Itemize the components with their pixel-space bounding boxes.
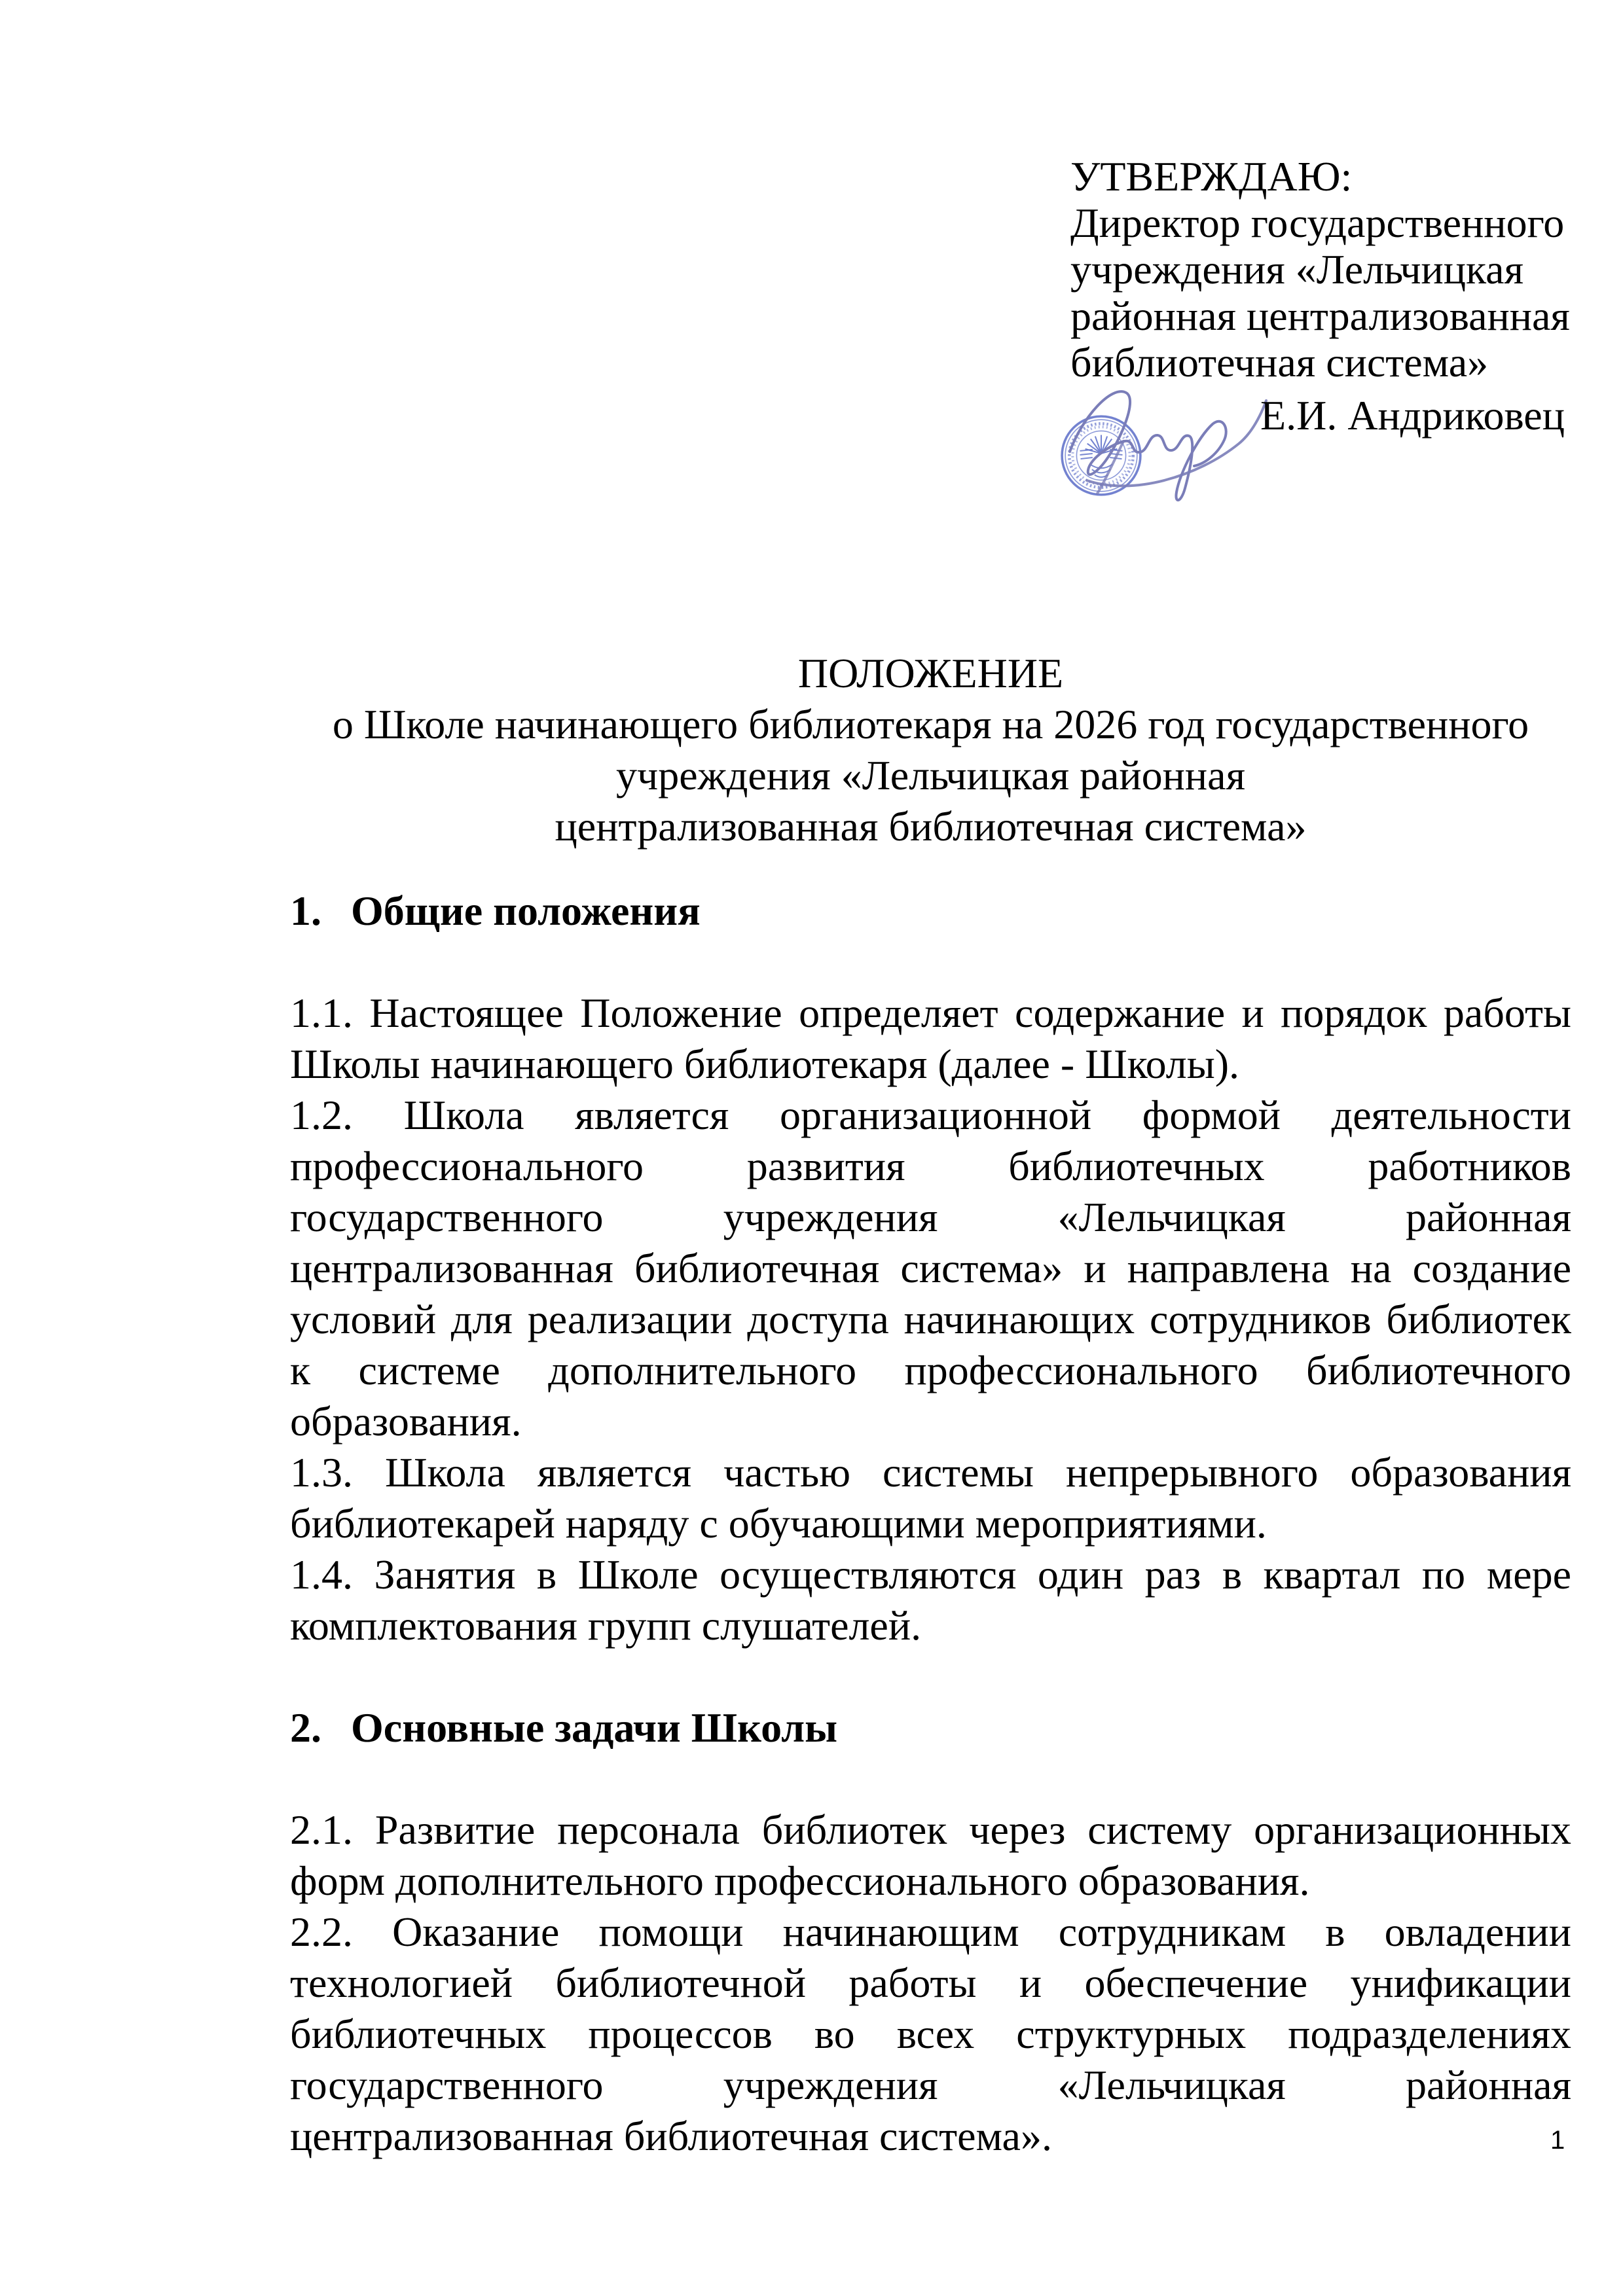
section-number: 2. <box>290 1704 321 1751</box>
title-line: учреждения «Лельчицкая районная <box>616 752 1245 798</box>
title-line: о Школе начинающего библиотекаря на 2026 год государственного <box>332 701 1529 747</box>
signature-scribble-icon <box>1061 378 1277 522</box>
paragraph-2-1: 2.1. Развитие персонала библиотек через систему организационных форм дополнительного профессионального образования. <box>290 1806 1571 1904</box>
paragraph-2-2: 2.2. Оказание помощи начинающим сотрудникам в овладении технологией библиотечной работы и обеспечение унификации библиотечных процессов во всех структурных подразделениях государственного учреждения «Лельчицкая районная централизованная библиотечная система». <box>290 1909 1571 2159</box>
approval-block <box>1070 153 1620 386</box>
page-number: 1 <box>1550 2126 1565 2155</box>
signer-name: Е.И. Андриковец <box>1260 392 1565 439</box>
paragraph-1-3: 1.3. Школа является частью системы непрерывного образования библиотекарей наряду с обучающими мероприятиями. <box>290 1449 1571 1547</box>
document-title <box>290 648 1571 852</box>
title-line: централизованная библиотечная система» <box>555 803 1307 850</box>
paragraph-1-4: 1.4. Занятия в Школе осуществляются один раз в квартал по мере комплектования групп слушателей. <box>290 1551 1571 1649</box>
approval-line: УТВЕРЖДАЮ: <box>1070 153 1353 200</box>
title-line: ПОЛОЖЕНИЕ <box>797 650 1064 696</box>
section-heading-text: Общие положения <box>351 888 701 934</box>
paragraph-1-2: 1.2. Школа является организационной формой деятельности профессионального развития библиотечных работников государственного учреждения «Лельчицкая районная централизованная библиотечная система» и направлена на создание условий для реализации доступа начинающих сотрудников библиотек к системе дополнительного профессионального библиотечного образования. <box>290 1092 1571 1444</box>
paragraph-1-1: 1.1. Настоящее Положение определяет содержание и порядок работы Школы начинающего библиотекаря (далее - Школы). <box>290 990 1571 1087</box>
approval-line: Директор государственного <box>1070 200 1565 246</box>
section-heading-1 <box>290 886 1571 937</box>
section-heading-text: Основные задачи Школы <box>351 1704 838 1751</box>
section-heading-2 <box>290 1702 1571 1753</box>
section-number: 1. <box>290 888 321 934</box>
document-body <box>290 886 1571 2162</box>
approval-line: районная централизованная <box>1070 293 1570 339</box>
approval-line: библиотечная система» <box>1070 339 1489 386</box>
approval-line: учреждения «Лельчицкая <box>1070 246 1523 293</box>
